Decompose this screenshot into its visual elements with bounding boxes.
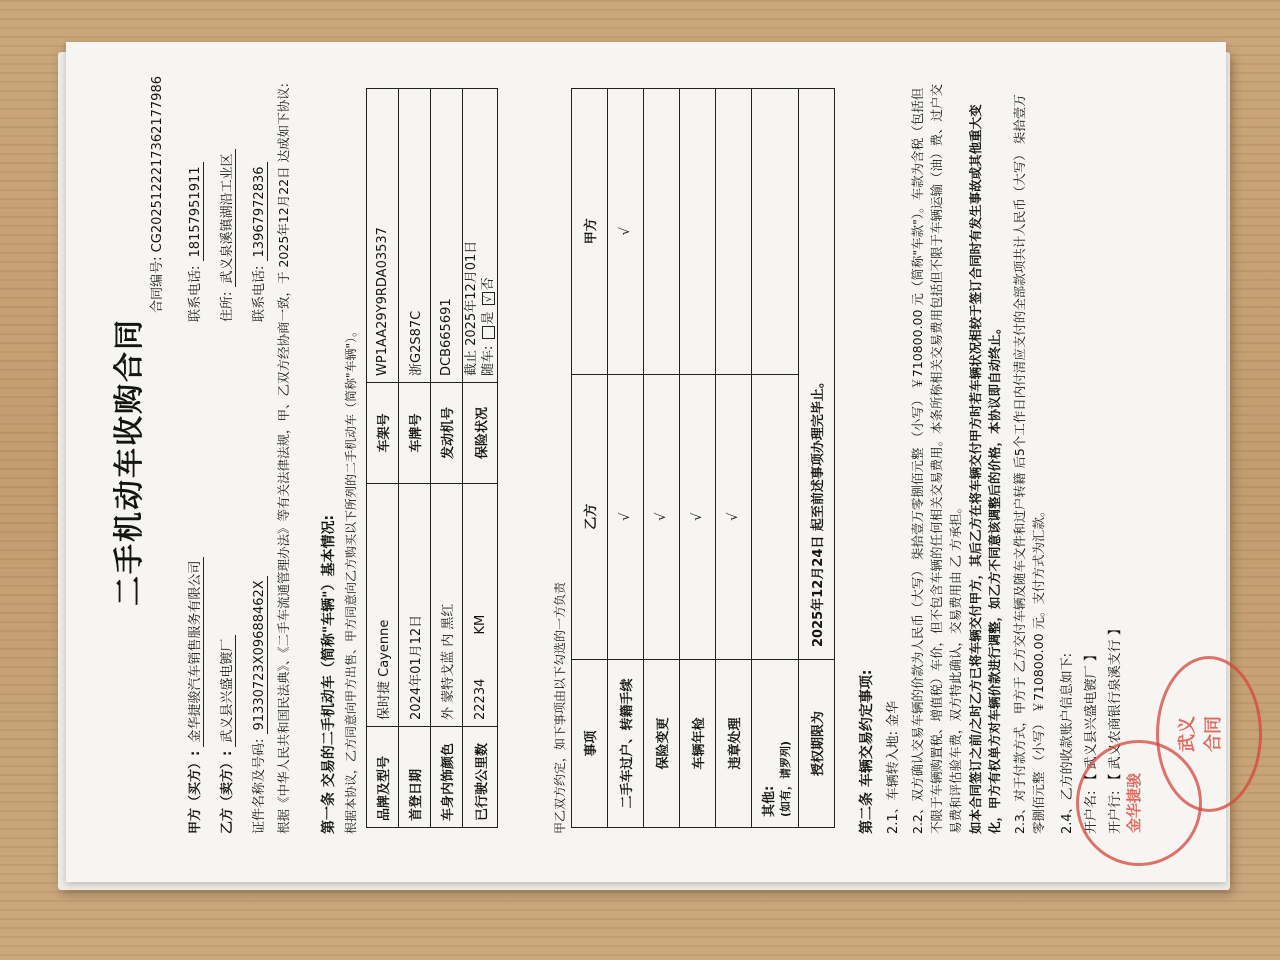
clause-2-1: 2.1、车辆转入地: 金华	[886, 700, 901, 834]
table-row: 其他: (如有，请罗列)	[752, 89, 799, 828]
duty-table	[571, 88, 835, 828]
vehicle-info-table	[366, 88, 498, 828]
article-1-title: 第一条 交易的二手机动车（简称"车辆"）基本情况:	[321, 514, 337, 834]
table-row: 授权期限为 2025年12月24日 起至前述事项办理完毕止。	[799, 89, 835, 828]
party-b-phone-row: 联系电话: 13967972836	[248, 162, 267, 322]
table-row: 车身内饰颜色 外 蒙特戈蓝 内 黑红 发动机号 DCB665691	[431, 89, 463, 828]
article-1-text: 根据本协议，乙方同意向甲方出售、甲方同意向乙方购买以下所列的二手机动车（简称"车辆"）。	[344, 324, 358, 834]
party-a-phone-row: 联系电话: 18157951911	[184, 162, 203, 322]
table-row: 首登日期 2024年01月12日 车牌号 浙G2S87C	[399, 89, 431, 828]
table-row: 二手车过户、转籍手续 √ √	[608, 89, 644, 828]
clause-2-4: 2.4、乙方的收款账户信息如下:	[1060, 652, 1075, 834]
table-row: 车辆年检 √	[680, 89, 716, 828]
clause-2-2: 2.2、双方确认交易车辆的价款为人民币（大写） 柒拾壹万零捌佰元整 （小写） ￥710800.00 元（简称"车款"）。车款为含税（包括但不限于车辆购置税、增值税）车价，但不包含车辆的任何相关交易费用。本条所称相关交易费用包括但不限于车辆运输（油）费、过户交易费和评估验车费，双方特此确认，交易费用由 乙 方承担。	[910, 83, 963, 834]
table-row: 事项 乙方 甲方	[572, 89, 608, 828]
table-row: 已行驶公里数 22234 KM 保险状况 截止 2025年12月01日 随车: 是 √否	[463, 89, 498, 828]
party-a-row: 甲方（买方）: 金华捷骏汽车销售服务有限公司	[184, 557, 203, 834]
contract-paper	[66, 42, 1226, 882]
table-row: 违章处理 √	[716, 89, 752, 828]
company-seal-2: 武义 合同	[1156, 656, 1262, 812]
party-b-address-row: 住所: 武义泉溪镇湖沿工业区	[216, 149, 235, 322]
id-row: 证件名称及号码: 91330723X09688462X	[248, 576, 267, 834]
contract-page	[66, 42, 1226, 882]
duty-intro: 甲乙双方约定，如下事项由以下勾选的一方负责	[553, 581, 567, 834]
company-seal-1: 金华捷骏	[1076, 740, 1202, 866]
table-row: 品牌及型号 保时捷 Cayenne 车架号 WP1AA29Y9RDA03537	[367, 89, 399, 828]
clause-2-2-bold: 如本合同签订之前/之时乙方已将车辆交付甲方，其后乙方在将车辆交付甲方时若车辆状况相较于签订合同时有发生事故或其他重大变化，甲方有权单方对车辆价款进行调整，如乙方不同意该调整后的价格，本协议即自动终止。	[968, 104, 1002, 834]
contract-title: 二手机动车收购合同	[112, 318, 147, 606]
party-b-row: 乙方（卖方）: 武义县兴盛电镀厂	[216, 635, 235, 834]
article-2-title: 第二条 车辆交易约定事项:	[859, 669, 875, 834]
contract-number: 合同编号: CG20251222173621779​86	[150, 76, 165, 313]
account-name: 开户名: 【 武义县兴盛电镀厂 】	[1084, 648, 1099, 834]
account-bank: 开户行: 【 武义农商银行泉溪支行 】	[1108, 622, 1123, 834]
checkbox-no: √	[482, 292, 495, 305]
table-row: 保险变更 √	[644, 89, 680, 828]
clause-2-3: 2.3、对于付款方式，甲方于 乙方交付车辆及随车文件和过户转籍 后5个工作日内付清应支付的全部款项共计人民币（大写） 柒拾壹万零捌佰元整 （小写） ￥710800.00 元。支付方式为汇款。	[1012, 94, 1046, 834]
basis-text: 根据《中华人民共和国民法典》、《二手车流通管理办法》等有关法律法规，甲、乙双方经协商一致，于 2025年12月22日 达成如下协议:	[276, 83, 291, 834]
checkbox-yes	[482, 326, 495, 339]
